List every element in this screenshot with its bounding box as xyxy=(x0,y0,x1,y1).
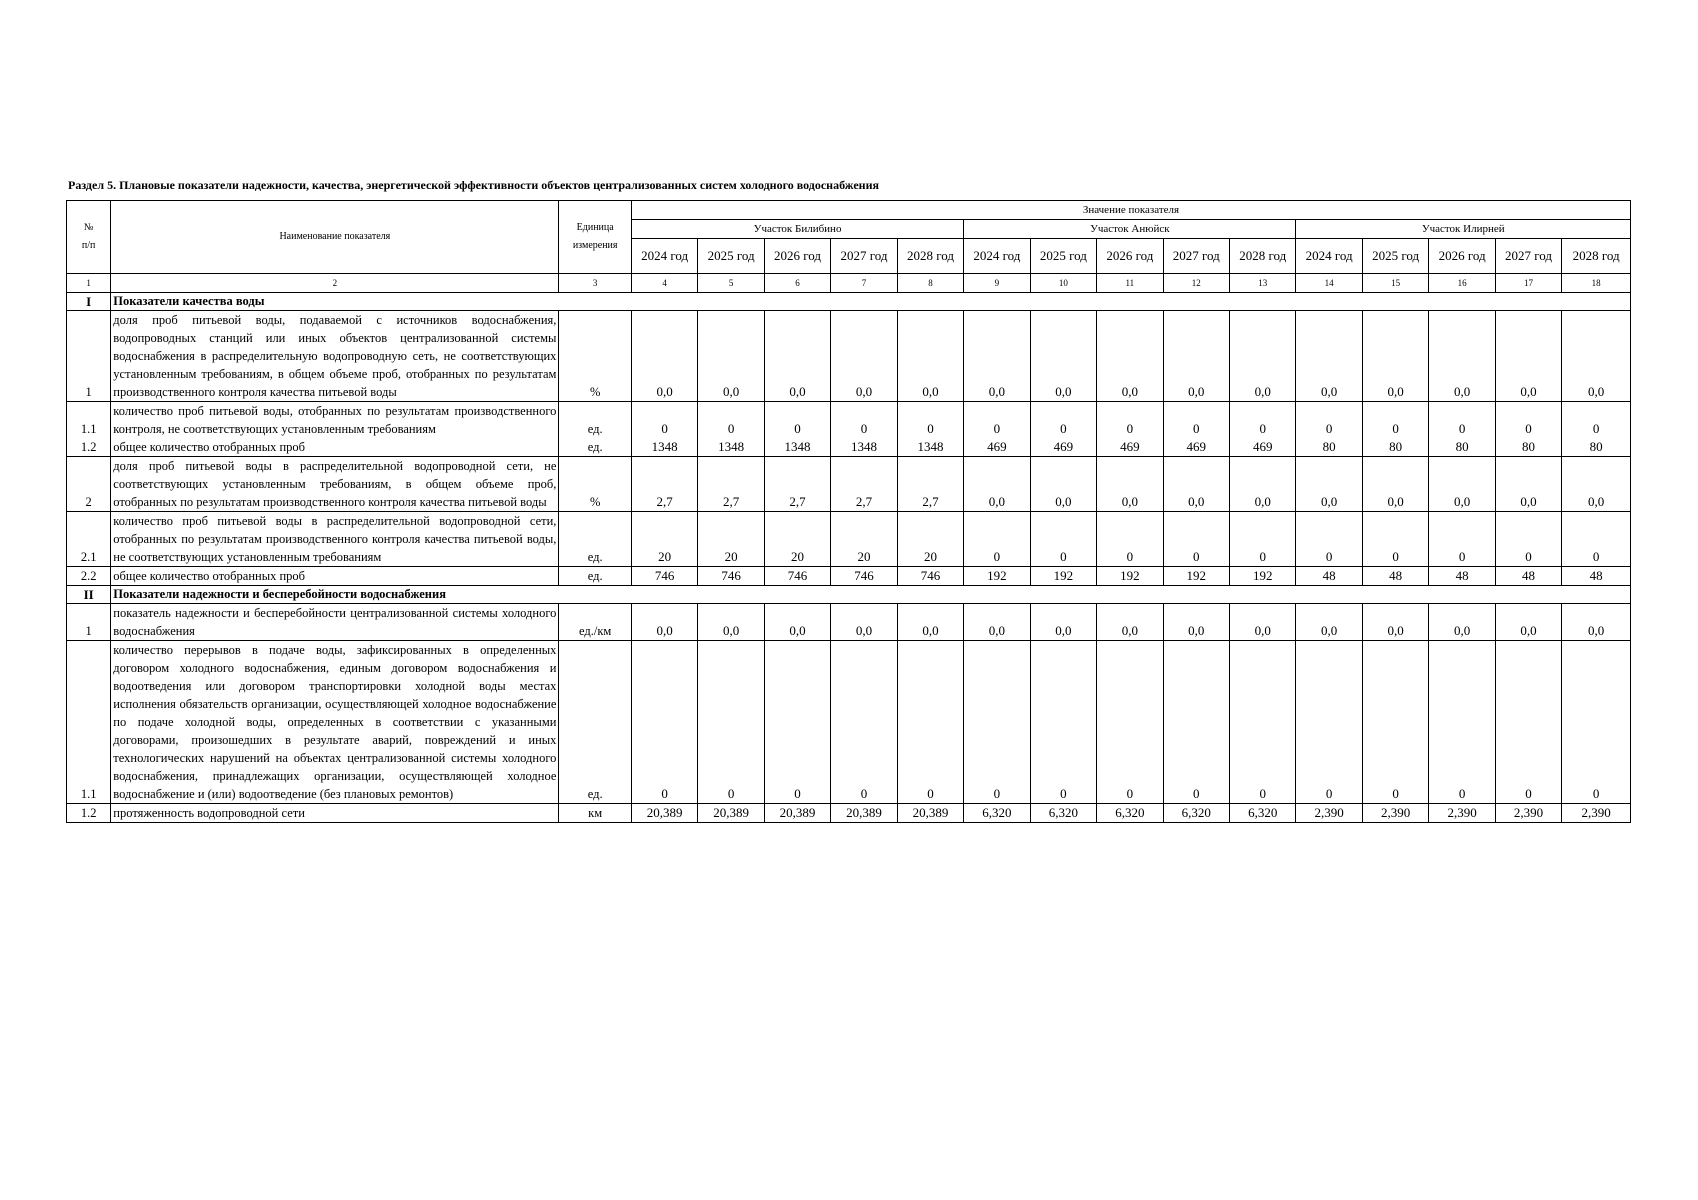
column-number-row xyxy=(67,274,1631,293)
page-title: Раздел 5. Плановые показатели надежности, качества, энергетической эффективности объектов централизованных систем холодного водоснабжения xyxy=(68,178,879,192)
value-cell: 192 xyxy=(1163,567,1229,586)
value-cell: 0,0 xyxy=(1296,457,1362,512)
column-number: 1 xyxy=(67,274,111,293)
value-cell: 2,390 xyxy=(1429,804,1495,823)
value-cell: 0 xyxy=(1362,512,1428,567)
value-cell: 0,0 xyxy=(1562,457,1631,512)
column-number: 9 xyxy=(964,274,1030,293)
value-cell: 0 xyxy=(1562,512,1631,567)
year-header: 2028 год xyxy=(1230,239,1296,274)
value-cell: 0 xyxy=(1230,512,1296,567)
value-cell: 0 xyxy=(964,402,1030,439)
indicator-name: доля проб питьевой воды в распределительной водопроводной сети, не соответствующих установленным требованиям, в общем объеме проб, отобранных по результатам производственного контроля качества питьевой воды xyxy=(111,457,559,512)
value-cell: 1348 xyxy=(698,438,764,457)
num-label: № п/п xyxy=(81,222,96,251)
value-cell: 0 xyxy=(1495,512,1561,567)
value-cell: 469 xyxy=(964,438,1030,457)
table-row xyxy=(67,641,1631,804)
value-cell: 48 xyxy=(1495,567,1561,586)
indicator-name: доля проб питьевой воды, подаваемой с источников водоснабжения, водопроводных станций или иных объектов централизованной системы водоснабжения в распределительную водопроводную сеть, не соответствующих установленным требованиям, в общем объеме проб, отобранных по результатам производственного контроля качества питьевой воды xyxy=(111,311,559,402)
value-cell: 2,390 xyxy=(1562,804,1631,823)
value-cell: 1348 xyxy=(831,438,897,457)
row-number: 1 xyxy=(67,604,111,641)
year-header: 2027 год xyxy=(831,239,897,274)
value-cell: 20 xyxy=(831,512,897,567)
column-number: 17 xyxy=(1495,274,1561,293)
section-row xyxy=(67,293,1631,311)
value-cell: 0 xyxy=(1230,402,1296,439)
value-cell: 2,390 xyxy=(1495,804,1561,823)
value-cell: 192 xyxy=(1230,567,1296,586)
unit-column-header: Единица измерения xyxy=(559,201,632,274)
indicator-name: общее количество отобранных проб xyxy=(111,438,559,457)
value-cell: 0,0 xyxy=(1296,311,1362,402)
value-cell: 746 xyxy=(631,567,697,586)
indicator-name: количество проб питьевой воды, отобранных по результатам производственного контроля, не соответствующих установленным требованиям xyxy=(111,402,559,439)
column-number: 7 xyxy=(831,274,897,293)
value-cell: 2,7 xyxy=(897,457,963,512)
value-cell: 0 xyxy=(1429,402,1495,439)
column-number: 11 xyxy=(1097,274,1163,293)
value-cell: 48 xyxy=(1562,567,1631,586)
unit-cell: ед. xyxy=(559,512,632,567)
value-cell: 0,0 xyxy=(1362,604,1428,641)
year-header: 2024 год xyxy=(1296,239,1362,274)
value-cell: 0,0 xyxy=(1362,311,1428,402)
value-cell: 0 xyxy=(764,641,830,804)
table-row xyxy=(67,457,1631,512)
column-number: 15 xyxy=(1362,274,1428,293)
value-cell: 20 xyxy=(631,512,697,567)
value-cell: 0,0 xyxy=(1495,311,1561,402)
value-cell: 0,0 xyxy=(631,311,697,402)
column-number: 8 xyxy=(897,274,963,293)
value-cell: 746 xyxy=(698,567,764,586)
column-number: 16 xyxy=(1429,274,1495,293)
value-cell: 0,0 xyxy=(1562,311,1631,402)
value-cell: 2,390 xyxy=(1296,804,1362,823)
row-number: 2.1 xyxy=(67,512,111,567)
value-cell: 0,0 xyxy=(1163,311,1229,402)
year-header: 2025 год xyxy=(698,239,764,274)
value-cell: 0 xyxy=(1495,402,1561,439)
value-cell: 0 xyxy=(1562,402,1631,439)
value-cell: 6,320 xyxy=(964,804,1030,823)
indicator-name: протяженность водопроводной сети xyxy=(111,804,559,823)
value-cell: 0 xyxy=(1030,402,1096,439)
value-cell: 0,0 xyxy=(1296,604,1362,641)
table-row xyxy=(67,311,1631,402)
column-number: 5 xyxy=(698,274,764,293)
indicator-name: общее количество отобранных проб xyxy=(111,567,559,586)
table-row xyxy=(67,804,1631,823)
value-cell: 0 xyxy=(1495,641,1561,804)
value-cell: 0,0 xyxy=(1030,457,1096,512)
value-cell: 6,320 xyxy=(1030,804,1096,823)
table-header xyxy=(67,201,1631,293)
value-cell: 0 xyxy=(1097,402,1163,439)
value-cell: 20,389 xyxy=(698,804,764,823)
value-cell: 1348 xyxy=(631,438,697,457)
value-cell: 0,0 xyxy=(764,604,830,641)
value-cell: 0 xyxy=(631,402,697,439)
value-cell: 0 xyxy=(1163,402,1229,439)
value-cell: 0 xyxy=(764,402,830,439)
value-cell: 20 xyxy=(698,512,764,567)
value-cell: 0 xyxy=(1097,512,1163,567)
section-number: I xyxy=(67,293,111,311)
table-row xyxy=(67,512,1631,567)
value-cell: 6,320 xyxy=(1230,804,1296,823)
year-header: 2024 год xyxy=(631,239,697,274)
year-header: 2027 год xyxy=(1163,239,1229,274)
value-cell: 746 xyxy=(897,567,963,586)
value-cell: 746 xyxy=(764,567,830,586)
table-row xyxy=(67,438,1631,457)
unit-cell: ед. xyxy=(559,567,632,586)
value-cell: 0 xyxy=(1296,402,1362,439)
num-column-header xyxy=(67,201,111,274)
site-header: Участок Анюйск xyxy=(964,220,1296,239)
indicator-name: показатель надежности и бесперебойности централизованной системы холодного водоснабжения xyxy=(111,604,559,641)
value-cell: 6,320 xyxy=(1097,804,1163,823)
value-cell: 0,0 xyxy=(1230,457,1296,512)
row-number: 2 xyxy=(67,457,111,512)
section-title: Показатели качества воды xyxy=(111,293,1631,311)
year-header: 2025 год xyxy=(1362,239,1428,274)
value-cell: 0,0 xyxy=(631,604,697,641)
value-cell: 0,0 xyxy=(964,604,1030,641)
value-cell: 0 xyxy=(1030,641,1096,804)
value-cell: 469 xyxy=(1230,438,1296,457)
value-cell: 2,7 xyxy=(698,457,764,512)
value-cell: 0,0 xyxy=(1030,311,1096,402)
year-header: 2026 год xyxy=(1429,239,1495,274)
unit-cell: ед. xyxy=(559,438,632,457)
table-row xyxy=(67,604,1631,641)
value-cell: 0 xyxy=(1163,641,1229,804)
section-number: II xyxy=(67,586,111,604)
value-cell: 0 xyxy=(1429,641,1495,804)
value-cell: 0,0 xyxy=(964,457,1030,512)
value-cell: 0 xyxy=(1429,512,1495,567)
table-row xyxy=(67,402,1631,439)
indicators-table xyxy=(66,200,1631,823)
value-cell: 2,7 xyxy=(831,457,897,512)
value-cell: 0 xyxy=(1097,641,1163,804)
value-cell: 80 xyxy=(1296,438,1362,457)
column-number: 2 xyxy=(111,274,559,293)
section-row xyxy=(67,586,1631,604)
value-cell: 0 xyxy=(831,402,897,439)
value-cell: 20 xyxy=(764,512,830,567)
section-title: Показатели надежности и бесперебойности водоснабжения xyxy=(111,586,1631,604)
value-cell: 0 xyxy=(1030,512,1096,567)
value-cell: 2,7 xyxy=(631,457,697,512)
value-cell: 0 xyxy=(964,641,1030,804)
row-number: 1.1 xyxy=(67,641,111,804)
year-header: 2026 год xyxy=(1097,239,1163,274)
value-cell: 469 xyxy=(1030,438,1096,457)
value-cell: 0 xyxy=(1362,402,1428,439)
value-cell: 48 xyxy=(1429,567,1495,586)
value-cell: 48 xyxy=(1296,567,1362,586)
value-cell: 0,0 xyxy=(1163,457,1229,512)
value-cell: 0 xyxy=(831,641,897,804)
value-cell: 0 xyxy=(698,641,764,804)
column-number: 18 xyxy=(1562,274,1631,293)
value-cell: 80 xyxy=(1429,438,1495,457)
row-number: 2.2 xyxy=(67,567,111,586)
column-number: 10 xyxy=(1030,274,1096,293)
year-header: 2028 год xyxy=(1562,239,1631,274)
value-cell: 0,0 xyxy=(1562,604,1631,641)
value-cell: 20,389 xyxy=(764,804,830,823)
value-cell: 0 xyxy=(897,402,963,439)
value-cell: 0,0 xyxy=(1230,604,1296,641)
column-number: 13 xyxy=(1230,274,1296,293)
value-cell: 469 xyxy=(1163,438,1229,457)
value-cell: 1348 xyxy=(764,438,830,457)
value-cell: 0 xyxy=(897,641,963,804)
value-cell: 48 xyxy=(1362,567,1428,586)
value-cell: 80 xyxy=(1562,438,1631,457)
name-column-header: Наименование показателя xyxy=(111,201,559,274)
value-cell: 80 xyxy=(1362,438,1428,457)
year-header: 2025 год xyxy=(1030,239,1096,274)
value-cell: 6,320 xyxy=(1163,804,1229,823)
unit-cell: % xyxy=(559,457,632,512)
site-header: Участок Илирней xyxy=(1296,220,1631,239)
table-row xyxy=(67,567,1631,586)
site-header: Участок Билибино xyxy=(631,220,963,239)
row-number: 1 xyxy=(67,311,111,402)
table-body xyxy=(67,293,1631,823)
unit-cell: ед. xyxy=(559,641,632,804)
column-number: 14 xyxy=(1296,274,1362,293)
indicator-name: количество проб питьевой воды в распределительной водопроводной сети, отобранных по результатам производственного контроля качества питьевой воды, не соответствующих установленным требованиям xyxy=(111,512,559,567)
column-number: 3 xyxy=(559,274,632,293)
value-cell: 0,0 xyxy=(1429,604,1495,641)
value-cell: 0,0 xyxy=(897,311,963,402)
value-cell: 192 xyxy=(1097,567,1163,586)
value-cell: 0,0 xyxy=(1230,311,1296,402)
year-header: 2027 год xyxy=(1495,239,1561,274)
column-number: 12 xyxy=(1163,274,1229,293)
value-cell: 80 xyxy=(1495,438,1561,457)
value-cell: 0,0 xyxy=(1495,457,1561,512)
value-cell: 0,0 xyxy=(1495,604,1561,641)
value-cell: 0 xyxy=(1230,641,1296,804)
value-cell: 20,389 xyxy=(631,804,697,823)
indicator-name: количество перерывов в подаче воды, зафиксированных в определенных договором холодного водоснабжения, единым договором водоснабжения и водоотведения или договором транспортировки холодной воды местах исполнения обязательств организации, осуществляющей холодное водоснабжение по подаче холодной воды, определенных в соответствии с указанными договорами, произошедших в результате аварий, повреждений и иных технологических нарушений на объектах централизованной системы холодного водоснабжения, принадлежащих организации, осуществляющей холодное водоснабжение и (или) водоотведение (без плановых ремонтов) xyxy=(111,641,559,804)
year-header: 2026 год xyxy=(764,239,830,274)
value-cell: 0 xyxy=(964,512,1030,567)
value-cell: 746 xyxy=(831,567,897,586)
value-cell: 0 xyxy=(1163,512,1229,567)
unit-cell: ед. xyxy=(559,402,632,439)
value-cell: 0,0 xyxy=(764,311,830,402)
value-cell: 0 xyxy=(1562,641,1631,804)
value-cell: 469 xyxy=(1097,438,1163,457)
value-cell: 20,389 xyxy=(831,804,897,823)
unit-cell: % xyxy=(559,311,632,402)
value-cell: 0,0 xyxy=(1429,311,1495,402)
value-cell: 0,0 xyxy=(1163,604,1229,641)
row-number: 1.2 xyxy=(67,438,111,457)
value-cell: 1348 xyxy=(897,438,963,457)
value-cell: 0 xyxy=(1362,641,1428,804)
value-cell: 0,0 xyxy=(964,311,1030,402)
unit-cell: км xyxy=(559,804,632,823)
row-number: 1.1 xyxy=(67,402,111,439)
row-number: 1.2 xyxy=(67,804,111,823)
year-header: 2024 год xyxy=(964,239,1030,274)
value-cell: 192 xyxy=(1030,567,1096,586)
year-header: 2028 год xyxy=(897,239,963,274)
value-cell: 0,0 xyxy=(1097,457,1163,512)
value-cell: 0,0 xyxy=(831,604,897,641)
value-cell: 20 xyxy=(897,512,963,567)
value-cell: 0 xyxy=(698,402,764,439)
value-cell: 0 xyxy=(1296,641,1362,804)
value-cell: 0,0 xyxy=(1362,457,1428,512)
value-cell: 2,390 xyxy=(1362,804,1428,823)
value-cell: 192 xyxy=(964,567,1030,586)
column-number: 6 xyxy=(764,274,830,293)
value-cell: 0,0 xyxy=(698,311,764,402)
value-cell: 0,0 xyxy=(1097,311,1163,402)
value-cell: 0,0 xyxy=(1030,604,1096,641)
value-cell: 0 xyxy=(631,641,697,804)
unit-cell: ед./км xyxy=(559,604,632,641)
value-cell: 0,0 xyxy=(1097,604,1163,641)
column-number: 4 xyxy=(631,274,697,293)
value-cell: 0,0 xyxy=(1429,457,1495,512)
value-cell: 0,0 xyxy=(831,311,897,402)
value-cell: 0,0 xyxy=(698,604,764,641)
value-cell: 20,389 xyxy=(897,804,963,823)
value-cell: 0 xyxy=(1296,512,1362,567)
value-cell: 2,7 xyxy=(764,457,830,512)
value-cell: 0,0 xyxy=(897,604,963,641)
value-header: Значение показателя xyxy=(631,201,1630,220)
